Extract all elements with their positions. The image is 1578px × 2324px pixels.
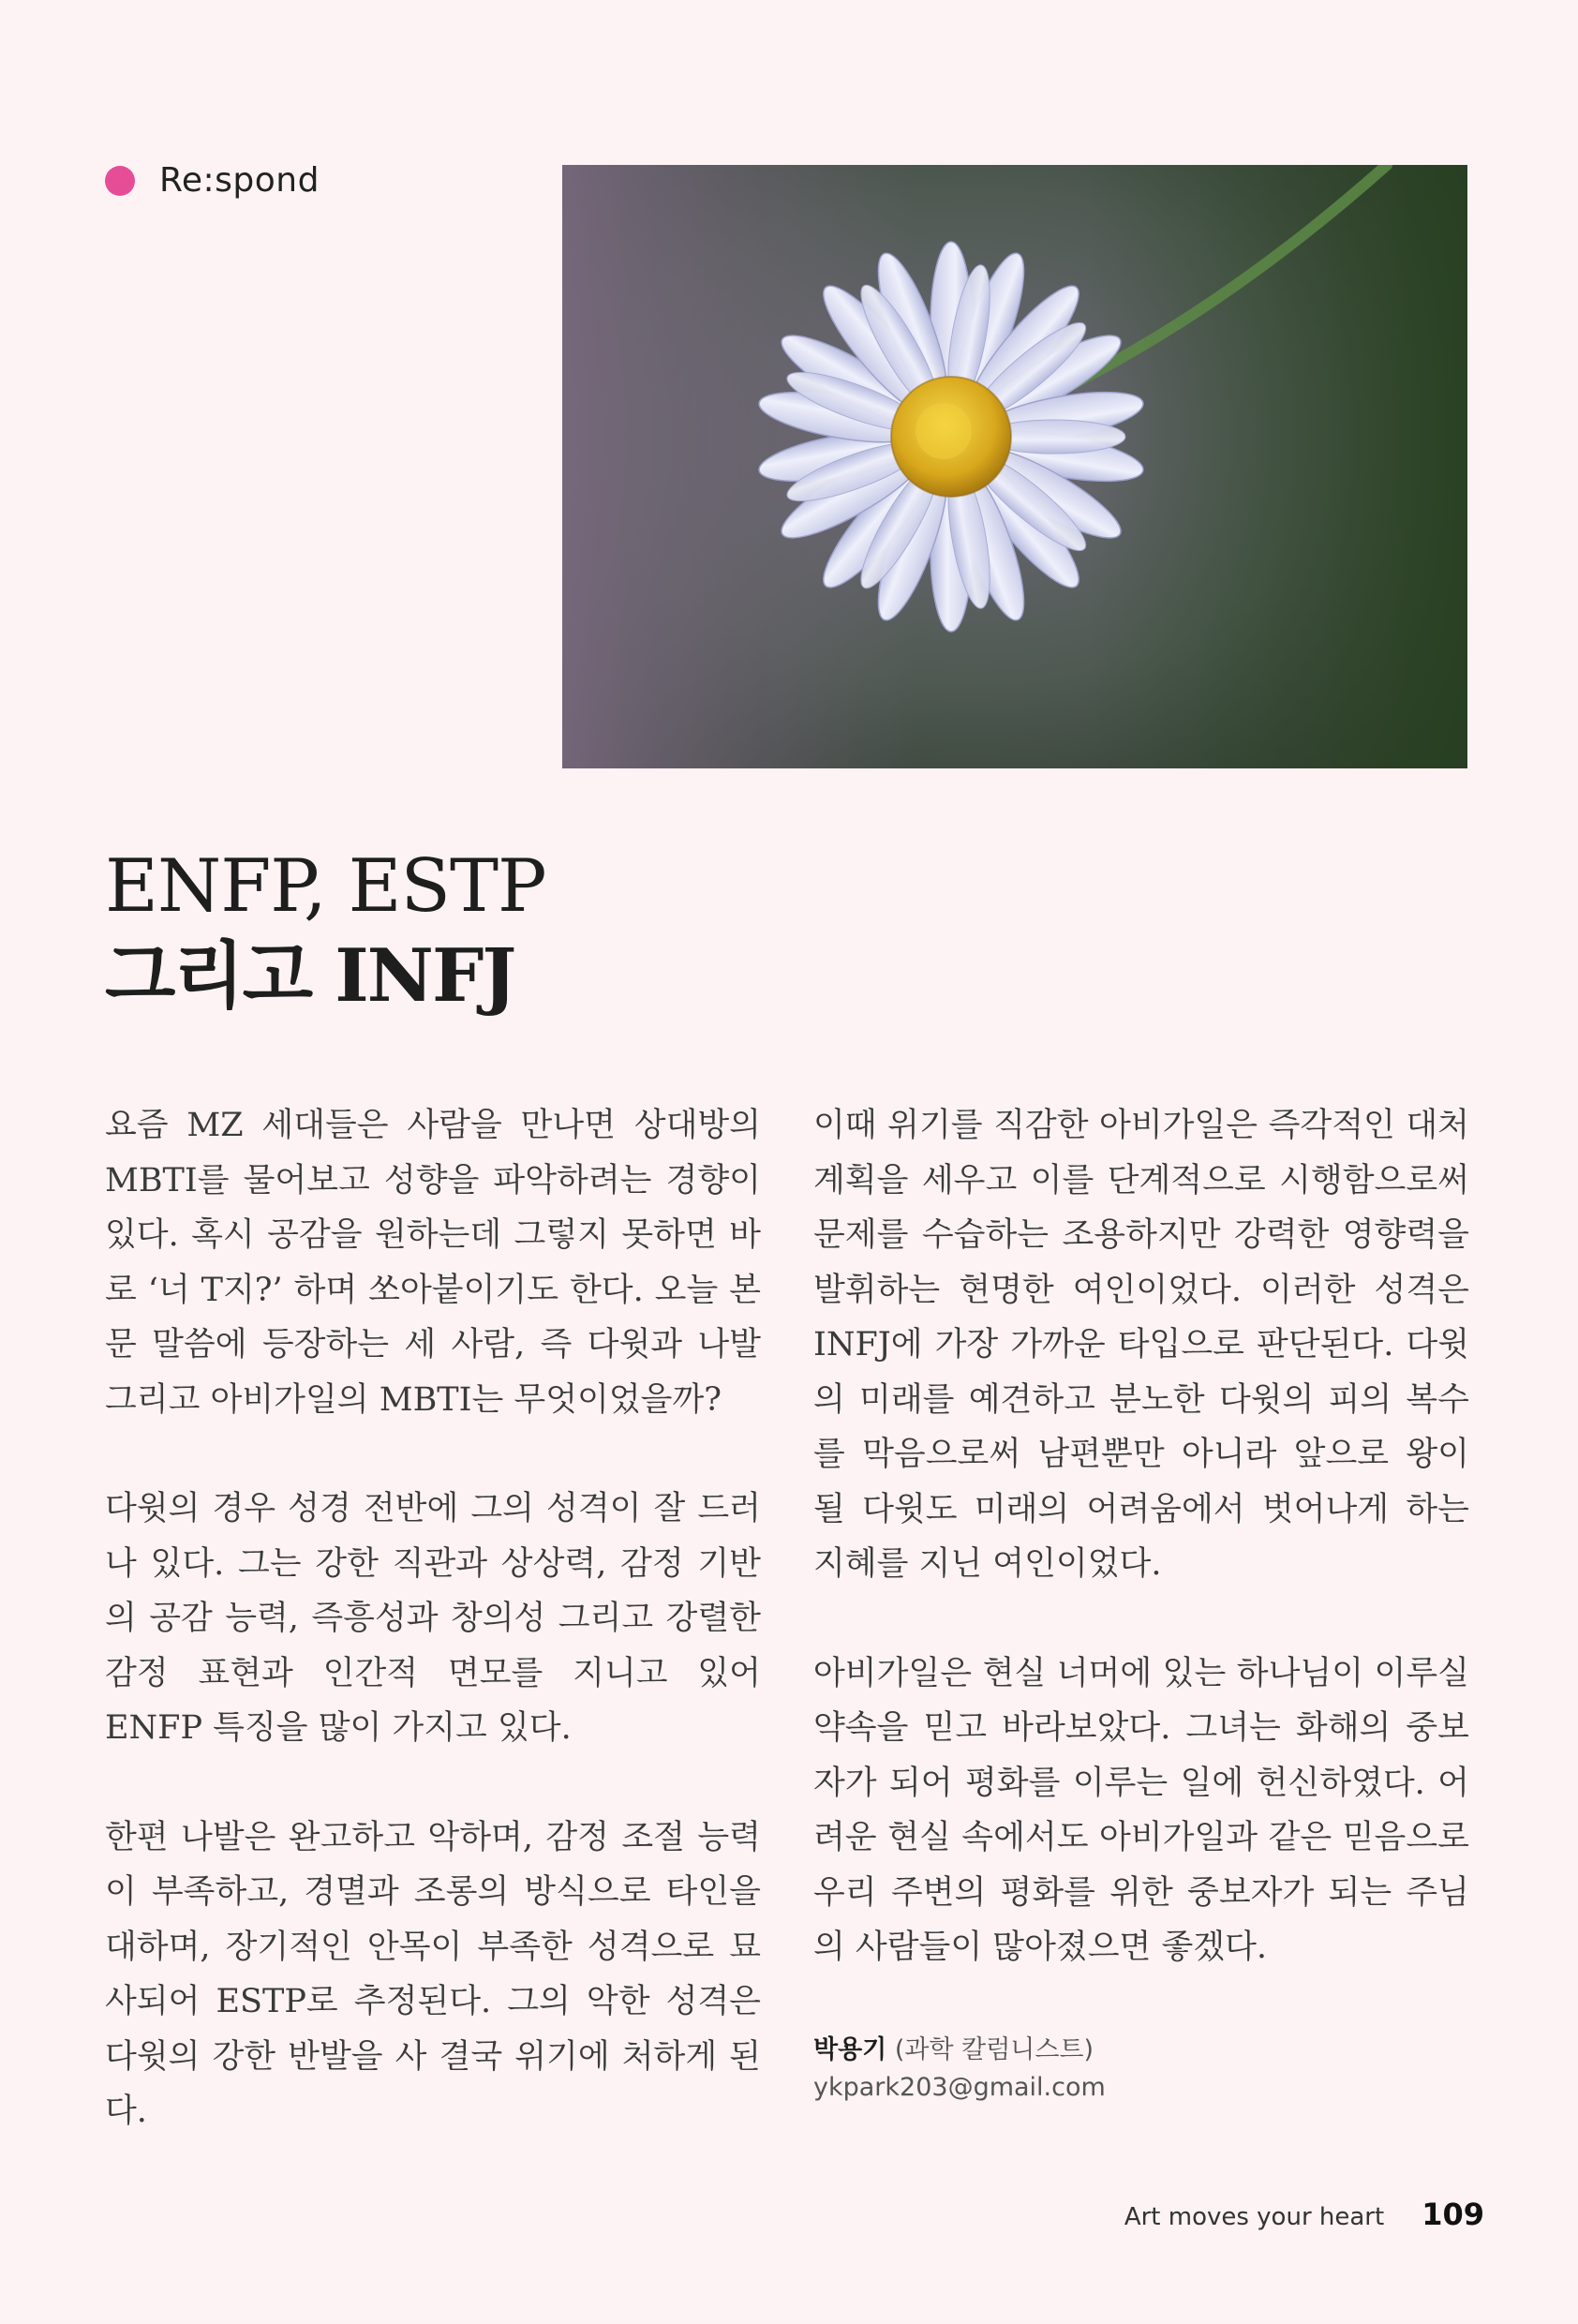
- author-role: (과학 칼럼니스트): [894, 2034, 1094, 2064]
- section-label: Re:spond: [159, 161, 320, 200]
- page-number: 109: [1422, 2197, 1484, 2232]
- footer-tagline: Art moves your heart: [1124, 2203, 1385, 2231]
- section-bullet-icon: [105, 166, 135, 196]
- author-name: 박용기: [813, 2034, 887, 2064]
- paragraph: 아비가일은 현실 너머에 있는 하나님이 이루실 약속을 믿고 바라보았다. 그녀는 화해의 중보자가 되어 평화를 이루는 일에 헌신하였다. 어려운 현실 속에서도 아비가일과 같은 믿음으로 우리 주변의 평화를 위한 중보자가 되는 주님의 사람들이 많아졌으면 좋겠다.: [813, 1654, 1469, 1966]
- author-byline: [813, 2032, 1469, 2107]
- paragraph: 요즘 MZ 세대들은 사람을 만나면 상대방의 MBTI를 물어보고 성향을 파악하려는 경향이 있다. 혹시 공감을 원하는데 그렇지 못하면 바로 ‘너 T지?’ 하며 쏘아붙이기도 한다. 오늘 본문 말씀에 등장하는 세 사람, 즉 다윗과 나발 그리고 아비가일의 MBTI는 무엇이었을까?: [105, 1107, 761, 1419]
- title-line-2: 그리고 INFJ: [105, 933, 515, 1019]
- right-column: [813, 1098, 1469, 2107]
- section-tag: [105, 161, 320, 200]
- daisy-photo: [562, 165, 1467, 768]
- paragraph: 이때 위기를 직감한 아비가일은 즉각적인 대처 계획을 세우고 이를 단계적으로 시행함으로써 문제를 수습하는 조용하지만 강력한 영향력을 발휘하는 현명한 여인이었다. 이러한 성격은 INFJ에 가장 가까운 타입으로 판단된다. 다윗의 미래를 예견하고 분노한 다윗의 피의 복수를 막음으로써 남편뿐만 아니라 앞으로 왕이 될 다윗도 미래의 어려움에서 벗어나게 하는 지혜를 지닌 여인이었다.: [813, 1107, 1469, 1583]
- author-line: [813, 2032, 1469, 2069]
- title-line-1: ENFP, ESTP: [105, 844, 546, 929]
- daisy-illustration: [562, 165, 1467, 768]
- paragraph: 다윗의 경우 성경 전반에 그의 성격이 잘 드러나 있다. 그는 강한 직관과 상상력, 감정 기반의 공감 능력, 즉흥성과 창의성 그리고 강렬한 감정 표현과 인간적 면모를 지니고 있어 ENFP 특징을 많이 가지고 있다.: [105, 1490, 761, 1747]
- article-title: [105, 843, 545, 1023]
- paragraph: 한편 나발은 완고하고 악하며, 감정 조절 능력이 부족하고, 경멸과 조롱의 방식으로 타인을 대하며, 장기적인 안목이 부족한 성격으로 묘사되어 ESTP로 추정된다. 그의 악한 성격은 다윗의 강한 반발을 사 결국 위기에 처하게 된다.: [105, 1818, 761, 2130]
- left-column: [105, 1098, 761, 2194]
- author-email: ykpark203@gmail.com: [813, 2072, 1106, 2102]
- page-footer: [1124, 2197, 1484, 2232]
